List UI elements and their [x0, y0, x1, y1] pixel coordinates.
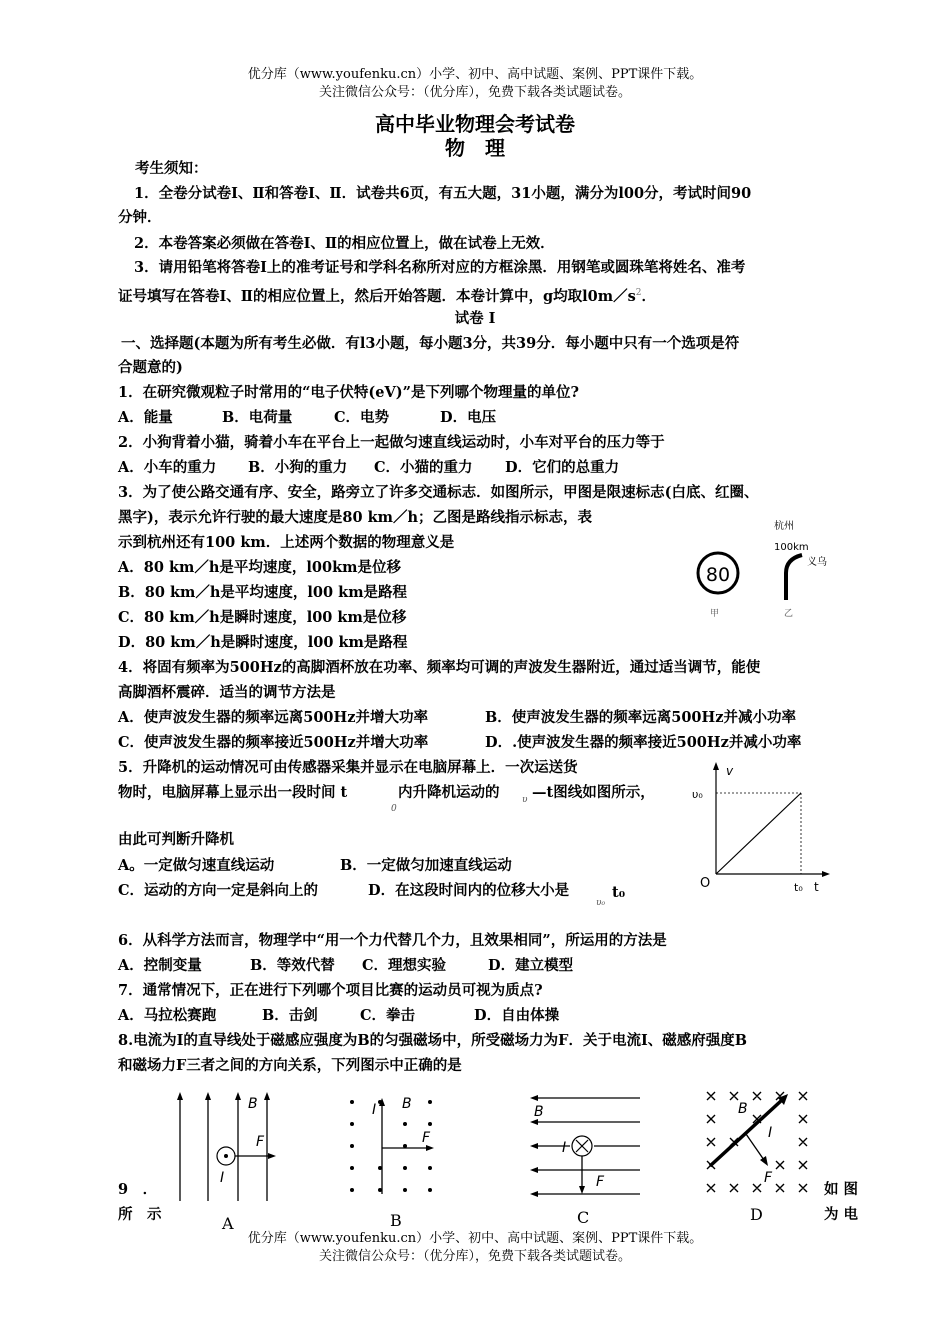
notice-item-1b: 分钟．: [118, 209, 162, 226]
q8-stem-a: 8.电流为I的直导线处于磁感应强度为B的匀强磁场中，所受磁场力为F．关于电流I、磁感府强度B: [118, 1032, 748, 1049]
fig-c-i-label: I: [562, 1140, 567, 1156]
fig-c-b-label: B: [534, 1104, 544, 1120]
sign-distance: 100km: [774, 542, 809, 553]
q4-option-d: D．.使声波发生器的频率接近500Hz并减小功率: [485, 734, 802, 751]
notice-item-3b: 证号填写在答卷Ⅰ、Ⅱ的相应位置上，然后开始答题．本卷计算中，g均取$l0m/s^2$．: [118, 287, 656, 305]
v-axis-arrow-icon: [713, 762, 719, 770]
q3-traffic-signs-figure: [690, 515, 850, 625]
q5-stem-a: 5．升降机的运动情况可由传感器采集并显示在电脑屏幕上．一次运送货: [118, 759, 578, 776]
q5-option-d-end: t₀: [612, 884, 626, 901]
q1-option-c: C．电势: [334, 409, 390, 426]
header-line-2: 关注微信公众号：（优分库），免费下载各类试题试卷。: [318, 85, 631, 100]
q3-option-c: C．80 km／h是瞬时速度，l00 km是位移: [118, 609, 407, 626]
q7-option-b: B．击剑: [262, 1007, 318, 1024]
section1-intro-b: 合题意的): [118, 359, 183, 376]
notice-item-2: 2．本卷答案必须做在答卷Ⅰ、Ⅱ的相应位置上，做在试卷上无效．: [134, 235, 555, 252]
field-into-page-grid: [707, 1092, 807, 1192]
q6-option-c: C．理想实验: [362, 957, 447, 974]
fig-a-i-label: I: [220, 1170, 225, 1186]
q2-option-b: B．小狗的重力: [248, 459, 348, 476]
fig-label-d: D: [750, 1205, 763, 1224]
fig-label-c: C: [577, 1208, 590, 1227]
q5-stem-b2: 内升降机运动的: [398, 784, 500, 801]
notice-heading: 考生须知：: [135, 160, 208, 177]
sign-hangzhou: 杭州: [774, 521, 794, 532]
q5-small-v0: υ₀: [596, 898, 606, 908]
footer-line-2: 关注微信公众号：（优分库），免费下载各类试题试卷。: [318, 1249, 631, 1264]
q8-figure-b: [340, 1086, 450, 1206]
q8-stem-b: 和磁场力F三者之间的方向关系，下列图示中正确的是: [118, 1057, 462, 1074]
q8-figure-c: [522, 1086, 652, 1206]
road-sign-arrow: [786, 555, 802, 600]
fig-b-b-label: B: [402, 1096, 412, 1112]
q2-option-c: C．小猫的重力: [374, 459, 473, 476]
fig-d-b-label: B: [738, 1101, 748, 1117]
q3-stem-b: 黑字)，表示允许行驶的最大速度是80 km／h；乙图是路线指示标志，表: [118, 509, 593, 526]
q9-rutu: 如 图: [824, 1181, 859, 1198]
q4-stem-a: 4．将固有频率为500Hz的高脚酒杯放在功率、频率均可调的声波发生器附近，通过适当调节，能使: [118, 659, 761, 676]
header-line-1: 优分库（www.youfenku.cn）小学、初中、高中试题、案例、PPT课件下载。: [247, 67, 703, 82]
q5-stem-b1: 物时，电脑屏幕上显示出一段时间 t: [118, 784, 348, 801]
q1-option-b: B．电荷量: [222, 409, 293, 426]
q6-option-a: A．控制变量: [118, 957, 202, 974]
q1-option-d: D．电压: [440, 409, 497, 426]
q9-number: 9 ．: [118, 1181, 158, 1198]
speed-limit-value: 80: [705, 564, 731, 586]
graph-v-label: v: [726, 764, 734, 778]
fig-label-b: B: [390, 1211, 402, 1230]
q4-stem-b: 高脚酒杯震碎．适当的调节方法是: [118, 684, 336, 701]
q1-stem: 1．在研究微观粒子时常用的“电子伏特(eV)”是下列哪个物理量的单位?: [118, 384, 579, 401]
q5-vt-graph: [690, 758, 840, 898]
fig-label-a: A: [222, 1214, 234, 1233]
footer-line-1: 优分库（www.youfenku.cn）小学、初中、高中试题、案例、PPT课件下载。: [247, 1231, 703, 1246]
q7-option-d: D．自由体操: [474, 1007, 560, 1024]
section-title: 试卷 I: [454, 310, 496, 327]
force-arrow-icon: [579, 1186, 585, 1194]
fig-b-i-label: I: [372, 1102, 377, 1118]
q2-stem: 2．小狗背着小猫，骑着小车在平台上一起做匀速直线运动时，小车对平台的压力等于: [118, 434, 665, 451]
sign-yiwu: 义乌: [807, 557, 827, 568]
fig-label-jia: 甲: [710, 609, 720, 619]
q5-option-c: C．运动的方向一定是斜向上的: [118, 882, 319, 899]
fig-a-f-label: F: [256, 1134, 265, 1150]
q2-option-a: A．小车的重力: [118, 459, 217, 476]
q5-option-a: A。一定做匀速直线运动: [118, 857, 275, 874]
fig-b-f-label: F: [422, 1130, 431, 1146]
notice-item-3a: 3．请用铅笔将答卷Ⅰ上的准考证号和学科名称所对应的方框涂黑．用钢笔或圆珠笔将姓名、准考: [134, 259, 746, 276]
graph-v0-label: υ₀: [692, 788, 703, 801]
q3-option-a: A．80 km／h是平均速度，l00km是位移: [118, 559, 401, 576]
q7-option-a: A．马拉松赛跑: [118, 1007, 217, 1024]
graph-t0-label: t₀: [794, 881, 803, 894]
q6-stem: 6．从科学方法而言，物理学中“用一个力代替几个力，且效果相同”，所运用的方法是: [118, 932, 667, 949]
q5-small-zero: 0: [391, 804, 397, 814]
force-arrow-icon: [760, 1156, 768, 1166]
q9-weidian: 为 电: [824, 1206, 859, 1223]
q7-option-c: C．拳击: [360, 1007, 416, 1024]
fig-d-i-label: I: [768, 1125, 773, 1141]
t-axis-arrow-icon: [822, 871, 830, 877]
q3-stem-a: 3．为了使公路交通有序、安全，路旁立了许多交通标志．如图所示，甲图是限速标志(白底、红圈、: [118, 484, 759, 501]
graph-t-label: t: [814, 880, 819, 894]
graph-origin-label: O: [700, 876, 711, 891]
page-title: 高中毕业物理会考试卷: [375, 112, 575, 136]
q5-small-v: υ: [522, 795, 528, 805]
notice-item-1a: 1．全卷分试卷Ⅰ、Ⅱ和答卷Ⅰ、Ⅱ．试卷共6页，有五大题，31小题，满分为l00分，考试时间90: [134, 185, 752, 202]
q3-option-d: D．80 km／h是瞬时速度，l00 km是路程: [118, 634, 408, 651]
q4-option-a: A．使声波发生器的频率远离500Hz并增大功率: [118, 709, 428, 726]
q5-option-d: D．在这段时间内的位移大小是: [368, 882, 570, 899]
fig-label-yi: 乙: [784, 609, 794, 619]
q5-option-b: B．一定做匀加速直线运动: [340, 857, 512, 874]
q4-option-b: B．使声波发生器的频率远离500Hz并减小功率: [485, 709, 796, 726]
q7-stem: 7．通常情况下，正在进行下列哪个项目比赛的运动员可视为质点?: [118, 982, 543, 999]
q8-figure-d: [700, 1086, 820, 1206]
section1-intro-a: 一、选择题(本题为所有考生必做．有l3小题，每小题3分，共39分．每小题中只有一个选项是符: [121, 335, 740, 352]
q9-suoshi: 所 示: [118, 1206, 162, 1223]
q2-option-d: D．它们的总重力: [505, 459, 620, 476]
q3-option-b: B．80 km／h是平均速度，l00 km是路程: [118, 584, 408, 601]
q3-stem-c: 示到杭州还有100 km．上述两个数据的物理意义是: [118, 534, 455, 551]
vt-line: [716, 793, 801, 874]
q5-stem-c: 由此可判断升降机: [118, 831, 234, 848]
q8-figure-a: [170, 1086, 280, 1206]
force-arrow-icon: [268, 1153, 276, 1159]
q6-option-d: D．建立模型: [488, 957, 574, 974]
fig-c-f-label: F: [596, 1174, 605, 1190]
q4-option-c: C．使声波发生器的频率接近500Hz并增大功率: [118, 734, 429, 751]
q6-option-b: B．等效代替: [250, 957, 335, 974]
q5-stem-b3: —t图线如图所示，: [532, 784, 655, 801]
fig-d-f-label: F: [764, 1170, 773, 1186]
q1-option-a: A．能量: [118, 409, 173, 426]
page-subtitle: 物 理: [445, 136, 505, 160]
fig-a-b-label: B: [248, 1096, 258, 1112]
